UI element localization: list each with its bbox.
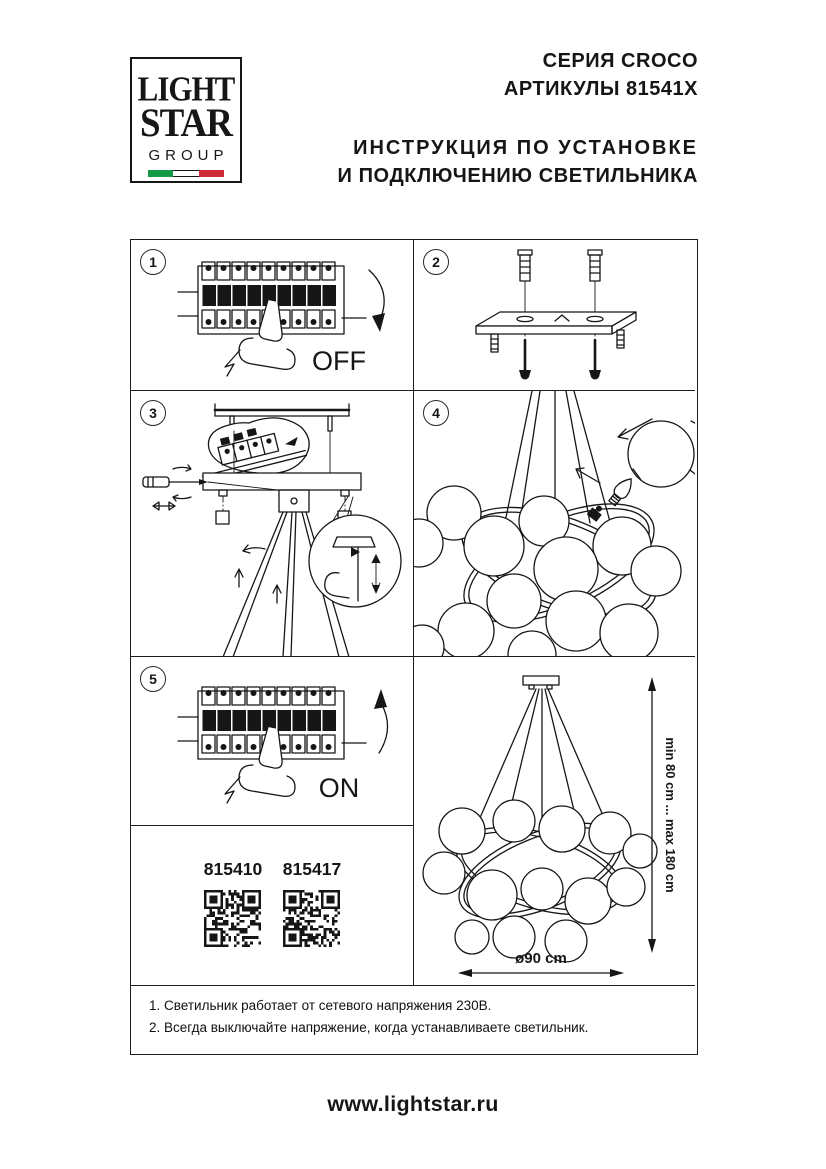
italian-flag-icon [148,170,224,177]
plate-stud-left-icon [491,334,498,352]
dimensions-illustration [414,657,695,986]
terminal-detail-balloon [194,417,309,480]
height-range-label: min 80 cm ... max 180 cm [663,737,678,893]
logo-star: STAR [140,100,232,147]
logo-group: GROUP [148,147,229,164]
note-line-2: 2. Всегда выключайте напряжение, когда устанавливаете светильник. [149,1020,589,1035]
screw-left-icon [519,340,531,380]
diameter-label: ø90 cm [515,950,567,967]
breaker-off-illustration [176,254,411,386]
step-5-panel [131,657,414,826]
article-number-1: 815410 [203,859,263,879]
qr-code-2 [283,890,340,947]
diameter-dimension [458,950,624,977]
off-label: OFF [312,346,366,376]
dimensions-panel [414,657,695,986]
plate-stud-right-icon [617,330,624,348]
instruction-title-line2: И ПОДКЛЮЧЕНИЮ СВЕТИЛЬНИКА [337,165,698,187]
website-url: www.lightstar.ru [327,1092,499,1116]
spare-globe-icon [618,419,695,487]
articles-panel [131,826,414,986]
height-dimension [648,677,678,953]
qr-code-1 [204,890,261,947]
cable-anchor-left [216,511,229,524]
step-3-badge: 3 [140,400,166,426]
instruction-title-line1: ИНСТРУКЦИЯ ПО УСТАНОВКЕ [353,137,698,159]
notes-panel [131,986,695,1052]
note-line-1: 1. Светильник работает от сетевого напряжения 230В. [149,998,492,1013]
glass-globes [423,800,657,962]
step-4-panel [414,391,695,657]
logo-light: LIGHT [137,68,235,109]
breaker-on-illustration [176,679,411,811]
lightstar-logo [130,57,242,183]
step-2-panel [414,240,695,391]
articles-title: АРТИКУЛЫ 81541X [503,78,698,100]
step-1-panel [131,240,414,391]
step-1-badge: 1 [140,249,166,275]
bulb-install-illustration [414,391,695,657]
step-2-badge: 2 [423,249,449,275]
mounting-plate-drawing [476,312,636,334]
suspension-lines [476,689,608,827]
screw-right-icon [589,340,601,380]
glass-globes [414,486,681,657]
rotate-down-arrow-icon [369,270,385,332]
step-3-panel [131,391,414,657]
canopy-drawing [203,473,361,512]
mounting-plate-illustration [414,240,695,391]
instruction-grid [130,239,698,1055]
cable-lock-detail-circle [309,495,401,607]
canopy-install-illustration [131,391,414,657]
article-number-2: 815417 [282,859,342,879]
rotate-up-arrow-icon [374,689,388,753]
step-4-badge: 4 [423,400,449,426]
series-title: СЕРИЯ CROCO [542,50,698,72]
wall-plug-right-icon [588,250,602,281]
step-5-badge: 5 [140,666,166,692]
on-label: ON [318,773,360,803]
wall-plug-left-icon [518,250,532,281]
canopy-drawing [523,676,559,689]
